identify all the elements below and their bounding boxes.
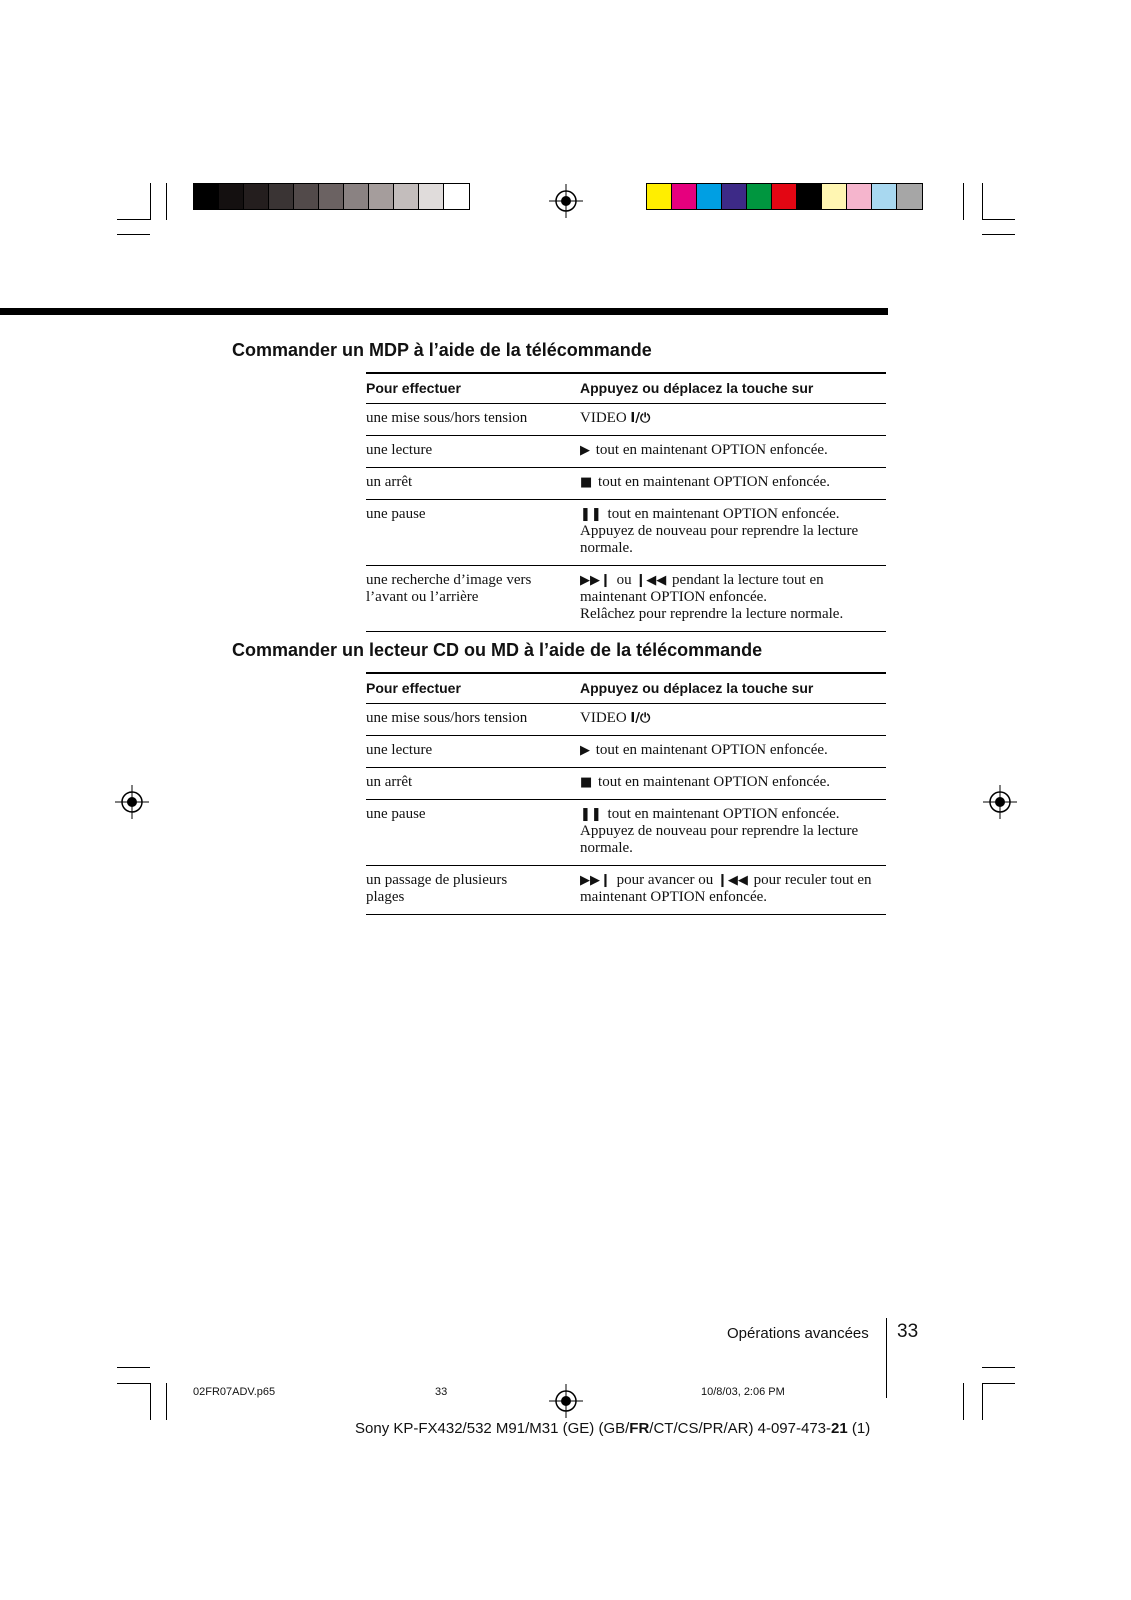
key-text: pour avancer ou <box>616 872 714 888</box>
file-page: 33 <box>435 1386 448 1398</box>
column-header-action: Pour effectuer <box>366 373 580 404</box>
action-cell: une lecture <box>366 736 580 768</box>
cd-md-command-table <box>366 672 886 915</box>
registration-mark-icon <box>549 1384 583 1418</box>
key-text: pour reculer tout en maintenant OPTION enfoncée. <box>580 872 872 905</box>
color-swatch <box>697 184 722 209</box>
key-cell <box>580 800 886 866</box>
file-name: 02FR07ADV.p65 <box>193 1386 276 1398</box>
action-cell: un arrêt <box>366 468 580 500</box>
key-prefix: VIDEO <box>580 710 627 726</box>
model-line-part: /CT/CS/PR/AR) 4-097-473- <box>649 1420 832 1437</box>
action-cell: une recherche d’image vers l’avant ou l’arrière <box>366 566 580 632</box>
key-text: tout en maintenant OPTION enfoncée. <box>598 774 831 790</box>
action-cell: une pause <box>366 500 580 566</box>
action-cell: une mise sous/hors tension <box>366 404 580 436</box>
key-symbol-icon: ■ <box>580 775 593 790</box>
key-text: tout en maintenant OPTION enfoncée. <box>598 474 831 490</box>
color-swatch <box>897 184 922 209</box>
color-swatch <box>394 184 419 209</box>
color-swatch <box>772 184 797 209</box>
key-cell <box>580 404 886 436</box>
color-swatch <box>822 184 847 209</box>
footer-section-name: Opérations avancées <box>727 1325 869 1342</box>
registration-mark-icon <box>983 785 1017 819</box>
color-swatch <box>244 184 269 209</box>
key-symbol-icon: I/⏻ <box>630 711 651 726</box>
table-row <box>366 500 886 566</box>
key-cell <box>580 500 886 566</box>
key-text: pendant la lecture tout en maintenant OPTION enfoncée. Relâchez pour reprendre la lecture normale. <box>580 572 844 622</box>
color-swatch <box>194 184 219 209</box>
color-calibration-bar <box>646 183 923 210</box>
color-swatch <box>872 184 897 209</box>
key-cell <box>580 436 886 468</box>
key-text: tout en maintenant OPTION enfoncée. <box>595 742 828 758</box>
model-line <box>355 1420 870 1437</box>
table-row <box>366 736 886 768</box>
key-symbol-icon: ▶▶❙ <box>580 873 611 888</box>
key-cell <box>580 704 886 736</box>
key-symbol-icon: ▶▶❙ <box>580 573 611 588</box>
color-swatch <box>722 184 747 209</box>
table-row <box>366 704 886 736</box>
key-symbol-icon: ❚❚ <box>580 807 602 822</box>
action-cell: un passage de plusieurs plages <box>366 866 580 915</box>
key-symbol-icon: ❚❚ <box>580 507 602 522</box>
table-row <box>366 566 886 632</box>
key-cell <box>580 866 886 915</box>
column-header-action: Pour effectuer <box>366 673 580 704</box>
table-row <box>366 800 886 866</box>
table-row <box>366 468 886 500</box>
section-title-mdp: Commander un MDP à l’aide de la télécommande <box>232 340 652 360</box>
header-rule <box>0 308 888 315</box>
key-text: ou <box>616 572 632 588</box>
section-title-cd-md: Commander un lecteur CD ou MD à l’aide de la télécommande <box>232 640 763 660</box>
key-prefix: VIDEO <box>580 410 627 426</box>
page-number: 33 <box>897 1321 919 1342</box>
color-swatch <box>444 184 469 209</box>
color-swatch <box>344 184 369 209</box>
key-symbol-icon: ▶ <box>580 743 590 758</box>
model-line-part: (1) <box>847 1420 871 1437</box>
action-cell: une lecture <box>366 436 580 468</box>
key-cell <box>580 468 886 500</box>
mdp-command-table <box>366 372 886 632</box>
action-cell: une mise sous/hors tension <box>366 704 580 736</box>
color-swatch <box>319 184 344 209</box>
key-symbol-icon: ❙◀◀ <box>717 873 748 888</box>
table-row <box>366 768 886 800</box>
color-swatch <box>419 184 444 209</box>
key-symbol-icon: ▶ <box>580 443 590 458</box>
registration-mark-icon <box>549 184 583 218</box>
action-cell: une pause <box>366 800 580 866</box>
key-text: tout en maintenant OPTION enfoncée. <box>595 442 828 458</box>
footer-divider <box>886 1318 887 1398</box>
action-cell: un arrêt <box>366 768 580 800</box>
table-row <box>366 866 886 915</box>
color-swatch <box>294 184 319 209</box>
key-text: tout en maintenant OPTION enfoncée. Appuyez de nouveau pour reprendre la lecture normale. <box>580 506 859 556</box>
color-swatch <box>369 184 394 209</box>
color-swatch <box>747 184 772 209</box>
grayscale-calibration-bar <box>193 183 470 210</box>
color-swatch <box>797 184 822 209</box>
table-row <box>366 436 886 468</box>
table-row <box>366 404 886 436</box>
color-swatch <box>269 184 294 209</box>
color-swatch <box>647 184 672 209</box>
key-symbol-icon: ■ <box>580 475 593 490</box>
color-swatch <box>672 184 697 209</box>
key-cell <box>580 768 886 800</box>
key-symbol-icon: ❙◀◀ <box>635 573 667 588</box>
column-header-key: Appuyez ou déplacez la touche sur <box>580 673 886 704</box>
color-swatch <box>847 184 872 209</box>
model-line-bold: FR <box>629 1420 650 1437</box>
timestamp: 10/8/03, 2:06 PM <box>701 1386 785 1398</box>
registration-mark-icon <box>115 785 149 819</box>
key-text: tout en maintenant OPTION enfoncée. Appuyez de nouveau pour reprendre la lecture normale. <box>580 806 859 856</box>
color-swatch <box>219 184 244 209</box>
key-cell <box>580 736 886 768</box>
column-header-key: Appuyez ou déplacez la touche sur <box>580 373 886 404</box>
key-cell <box>580 566 886 632</box>
model-line-part: Sony KP-FX432/532 M91/M31 (GE) (GB/ <box>355 1420 630 1437</box>
key-symbol-icon: I/⏻ <box>630 411 651 426</box>
model-line-bold: 21 <box>831 1420 848 1437</box>
